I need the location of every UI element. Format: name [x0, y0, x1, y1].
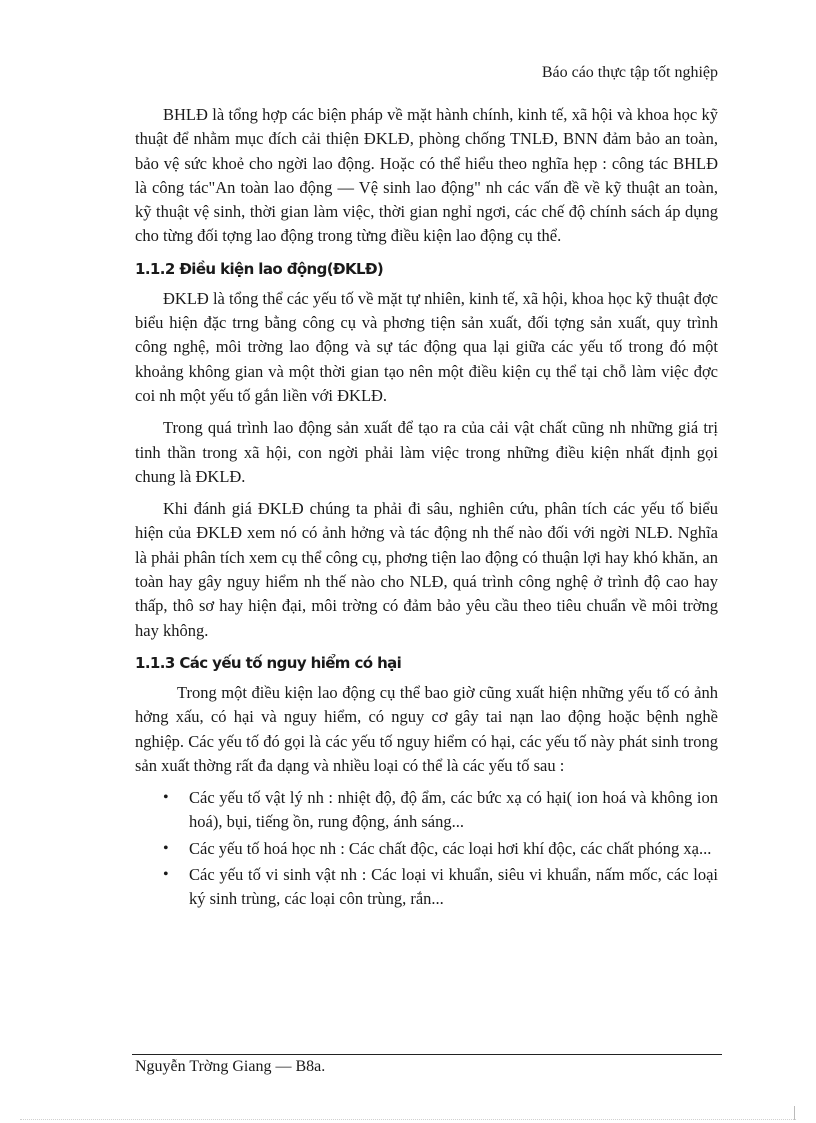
bullet-icon: •: [163, 789, 169, 807]
paragraph-hazard-intro: Trong một điều kiện lao động cụ thể bao giờ cũng xuất hiện những yếu tố có ảnh hởng xấu, có hại và nguy hiểm, có nguy cơ gây tai nạn lao động hoặc bệnh nghề nghiệp. Các yếu tố đó gọi là các yếu tố nguy hiểm có hại, các yếu tố này phát sinh trong sản xuất thờng rất đa dạng và nhiều loại có thể là các yếu tố sau :: [135, 682, 718, 775]
paragraph-bhld-definition: BHLĐ là tổng hợp các biện pháp về mặt hành chính, kinh tế, xã hội và khoa học kỹ thuật để nhằm mục đích cải thiện ĐKLĐ, phòng chống TNLĐ, BNN đảm bảo an toàn, bảo vệ sức khoẻ cho ngời lao động. Hoặc có thể hiểu theo nghĩa hẹp : công tác BHLĐ là công tác"An toàn lao động — Vệ sinh lao động" nh các vấn đề về kỹ thuật an toàn, kỹ thuật vệ sinh, thời gian làm việc, thời gian nghỉ ngơi, các chế độ chính sách áp dụng cho từng đối tợng lao động trong từng điều kiện lao động cụ thể.: [135, 105, 718, 246]
list-item-text: Các yếu tố hoá học nh : Các chất độc, các loại hơi khí độc, các chất phóng xạ...: [189, 838, 712, 858]
page-bottom-edge: [20, 1119, 796, 1120]
footer-author: Nguyễn Trờng Giang — B8a.: [135, 1058, 326, 1075]
footer-divider: [132, 1054, 722, 1055]
document-body: [135, 103, 718, 914]
list-item: [163, 786, 718, 835]
list-item: [163, 837, 718, 861]
paragraph-dkld-assessment: Khi đánh giá ĐKLĐ chúng ta phải đi sâu, nghiên cứu, phân tích các yếu tố biểu hiện của ĐKLĐ xem nó có ảnh hởng và tác động nh thế nào đối với ngời NLĐ. Nghĩa là phải phân tích xem cụ thể công cụ, phơng tiện lao động có thuận lợi hay khó khăn, an toàn hay gây nguy hiểm nh thế nào cho NLĐ, quá trình công nghệ ở trình độ cao hay thấp, thô sơ hay hiện đại, môi trờng có đảm bảo yêu cầu theo tiêu chuẩn về môi trờng hay không.: [135, 499, 718, 640]
section-heading-1-1-3: 1.1.3 Các yếu tố nguy hiểm có hại: [135, 653, 402, 672]
paragraph-dkld-production: Trong quá trình lao động sản xuất để tạo ra của cải vật chất cũng nh những giá trị tinh thần trong xã hội, con ngời phải làm việc trong những điều kiện nhất định gọi chung là ĐKLĐ.: [135, 418, 718, 486]
section-heading-1-1-2: 1.1.2 Điều kiện lao động(ĐKLĐ): [135, 259, 384, 278]
bullet-icon: •: [163, 866, 169, 884]
page-corner-mark: [794, 1106, 795, 1120]
bullet-icon: •: [163, 839, 169, 857]
list-item-text: Các yếu tố vật lý nh : nhiệt độ, độ ẩm, các bức xạ có hại( ion hoá và không ion hoá), bụi, tiếng ồn, rung động, ánh sáng...: [189, 788, 718, 832]
page-header-title: Báo cáo thực tập tốt nghiệp: [541, 64, 718, 81]
paragraph-dkld-definition: ĐKLĐ là tổng thể các yếu tố về mặt tự nhiên, kinh tế, xã hội, khoa học kỹ thuật đợc biểu hiện đặc trng bằng công cụ và phơng tiện sản xuất, đối tợng sản xuất, quy trình công nghệ, môi trờng lao động và sự tác động qua lại giữa các yếu tố trong đó một khoảng không gian và một thời gian tạo nên một điều kiện cụ thể tại chỗ làm việc đợc coi nh một yếu tố gắn liền với ĐKLĐ.: [135, 288, 718, 405]
list-item-text: Các yếu tố vi sinh vật nh : Các loại vi khuẩn, siêu vi khuẩn, nấm mốc, các loại ký sinh trùng, các loại côn trùng, rắn...: [189, 865, 718, 909]
list-item: [163, 863, 718, 912]
hazard-factor-list: [135, 786, 718, 911]
